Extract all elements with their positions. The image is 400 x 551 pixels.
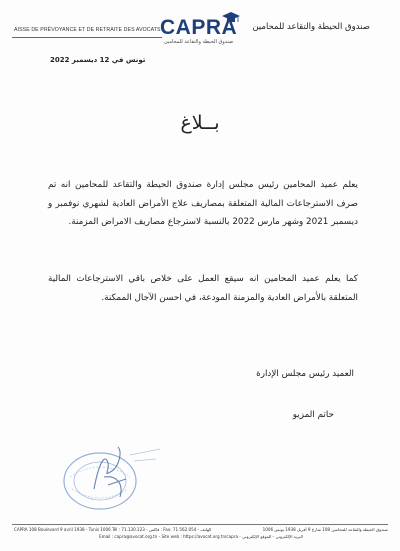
footer-line-1 [14,527,388,532]
footer-address-right: صندوق الحيطة والتقاعد للمحامين 108 شارع 9 أفريل 1938 تونس 1006 [262,527,388,532]
date-line: تونس في 12 ديسمبر 2022 [50,56,146,64]
footer-divider [12,524,388,525]
logo-subtext: صندوق الحيطة والتقاعد للمحامين [164,39,234,45]
signature-title: العميد رئيس مجلس الإدارة [256,369,354,379]
header-right-text: صندوق الحيطة والتقاعد للمحامين [252,22,370,32]
footer-line-2: Email : capra@avocat.org.tn - Site web : https://avocat.org.tn/capra - البريد الإلكتروني - الموقع الإلكتروني [99,534,303,539]
official-stamp-icon [60,437,170,519]
footer-address-left: CAPRA 108 Boulevard 9 avril 1938 - Tunis 1006 Tél : 71.130.123 - فاكس : Fax: 71.562.054 - الهاتف [14,527,212,532]
capra-logo [160,12,242,48]
paragraph-2: كما يعلم عميد المحامين انه سيقع العمل على خلاص باقي الاسترجاعات المالية المتعلقة بالأمراض العادية والمزمنة المودعة، في احسن الآجال الممكنة. [48,274,358,303]
header-divider [12,37,162,38]
header-left-text: AISSE DE PRÉVOYANCE ET DE RETRAITE DES AVOCATS [14,27,161,33]
page-title: بــلاغ [180,112,220,134]
signature-name: حاتم المزيو [292,410,334,420]
logo-wordmark: CAPRA [160,16,238,39]
paragraph-1: يعلم عميد المحامين رئيس مجلس إدارة صندوق الحيطة والتقاعد للمحامين انه تم صرف الاسترجاعات المالية المتعلقة بمصاريف علاج الأمراض العادية لشهري نوفمبر و ديسمبر 2021 وشهر مارس 2022 بالنسبة لاسترجاع مصاريف الامراض المزمنة. [48,180,358,227]
